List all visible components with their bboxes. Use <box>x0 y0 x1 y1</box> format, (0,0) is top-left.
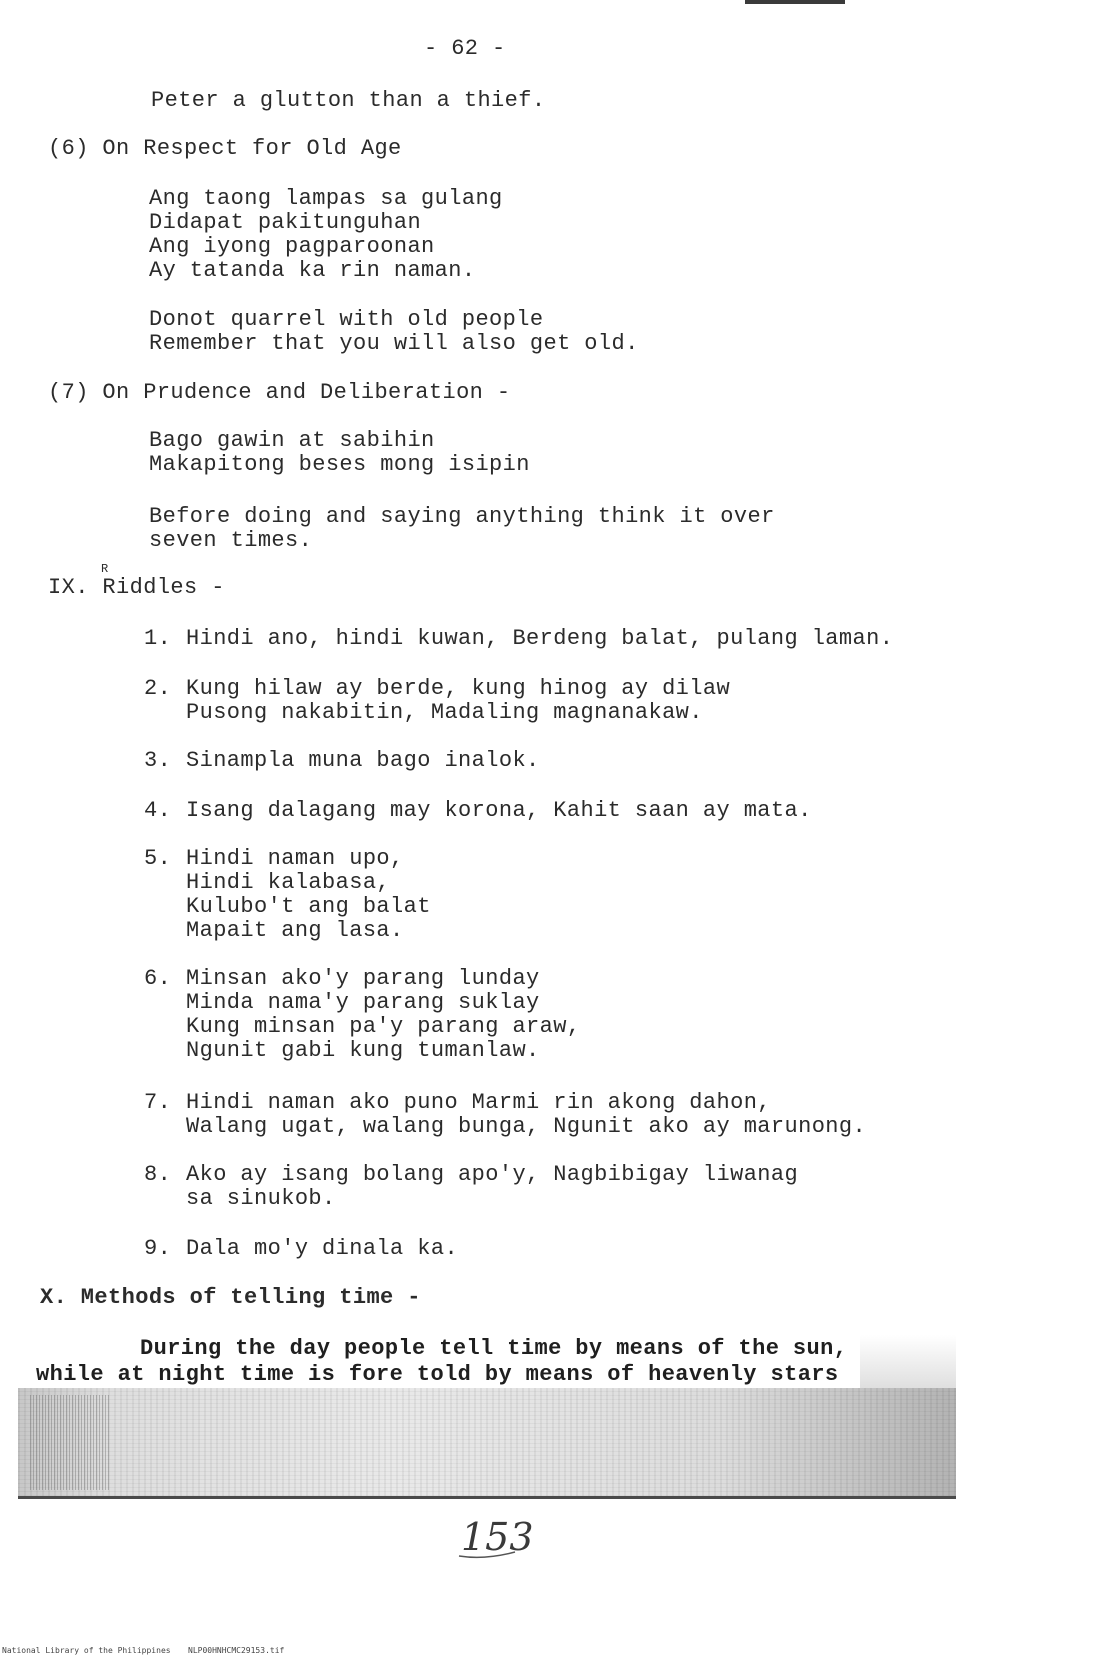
section-heading-telling-time: X. Methods of telling time - <box>40 1285 421 1310</box>
riddle-line: Sinampla muna bago inalok. <box>186 748 540 773</box>
riddle-number: 2. <box>144 676 172 701</box>
riddle-line: Minda nama'y parang suklay <box>186 990 540 1015</box>
section-heading-riddles: IX. Riddles - <box>48 575 225 600</box>
riddle-line: Kulubo't ang balat <box>186 894 431 919</box>
riddle-line: Walang ugat, walang bunga, Ngunit ako ay marunong. <box>186 1114 867 1139</box>
section-heading-prudence: (7) On Prudence and Deliberation - <box>48 380 511 405</box>
english-line: seven times. <box>149 528 313 553</box>
tagalog-line: Didapat pakitunguhan <box>149 210 422 235</box>
riddle-number: 6. <box>144 966 172 991</box>
riddle-line: Kung minsan pa'y parang araw, <box>186 1014 581 1039</box>
riddle-number: 9. <box>144 1236 172 1261</box>
riddle-line: Isang dalagang may korona, Kahit saan ay mata. <box>186 798 812 823</box>
section-heading-respect-old-age: (6) On Respect for Old Age <box>48 136 402 161</box>
english-line: Remember that you will also get old. <box>149 331 639 356</box>
riddle-number: 1. <box>144 626 172 651</box>
riddle-number: 4. <box>144 798 172 823</box>
riddle-line: Ako ay isang bolang apo'y, Nagbibigay liwanag <box>186 1162 799 1187</box>
body-line: while at night time is fore told by means of heavenly stars <box>36 1362 839 1387</box>
riddle-line: Kung hilaw ay berde, kung hinog ay dilaw <box>186 676 731 701</box>
riddle-number: 8. <box>144 1162 172 1187</box>
english-line: Before doing and saying anything think it over <box>149 504 775 529</box>
riddle-number: 5. <box>144 846 172 871</box>
footer-file-id: NLP00HNHCMC29153.tif <box>188 1646 285 1655</box>
riddle-line: Hindi ano, hindi kuwan, Berdeng balat, pulang laman. <box>186 626 894 651</box>
handwritten-page-number <box>455 1502 535 1572</box>
page-number: - 62 - <box>424 36 506 61</box>
riddle-line: Dala mo'y dinala ka. <box>186 1236 459 1261</box>
riddle-line: Ngunit gabi kung tumanlaw. <box>186 1038 540 1063</box>
scan-shading <box>18 1388 956 1499</box>
riddle-line: sa sinukob. <box>186 1186 336 1211</box>
riddle-line: Minsan ako'y parang lunday <box>186 966 540 991</box>
riddle-line: Hindi naman upo, <box>186 846 404 871</box>
tagalog-line: Makapitong beses mong isipin <box>149 452 530 477</box>
riddle-line: Hindi kalabasa, <box>186 870 391 895</box>
top-edge-mark <box>745 0 845 4</box>
tagalog-line: Ay tatanda ka rin naman. <box>149 258 476 283</box>
english-line: Donot quarrel with old people <box>149 307 544 332</box>
tagalog-line: Ang iyong pagparoonan <box>149 234 435 259</box>
riddle-line: Hindi naman ako puno Marmi rin akong dahon, <box>186 1090 771 1115</box>
riddle-number: 3. <box>144 748 172 773</box>
riddle-line: Mapait ang lasa. <box>186 918 404 943</box>
riddle-number: 7. <box>144 1090 172 1115</box>
tagalog-line: Ang taong lampas sa gulang <box>149 186 503 211</box>
riddle-line: Pusong nakabitin, Madaling magnanakaw. <box>186 700 703 725</box>
scan-shading <box>30 1395 110 1490</box>
handwritten-superscript: R <box>101 562 109 576</box>
footer-library: National Library of the Philippines <box>2 1646 171 1655</box>
body-line: During the day people tell time by means of the sun, <box>140 1336 848 1361</box>
text-line: Peter a glutton than a thief. <box>151 88 546 113</box>
handwritten-number-text: 153 <box>461 1515 534 1559</box>
tagalog-line: Bago gawin at sabihin <box>149 428 435 453</box>
